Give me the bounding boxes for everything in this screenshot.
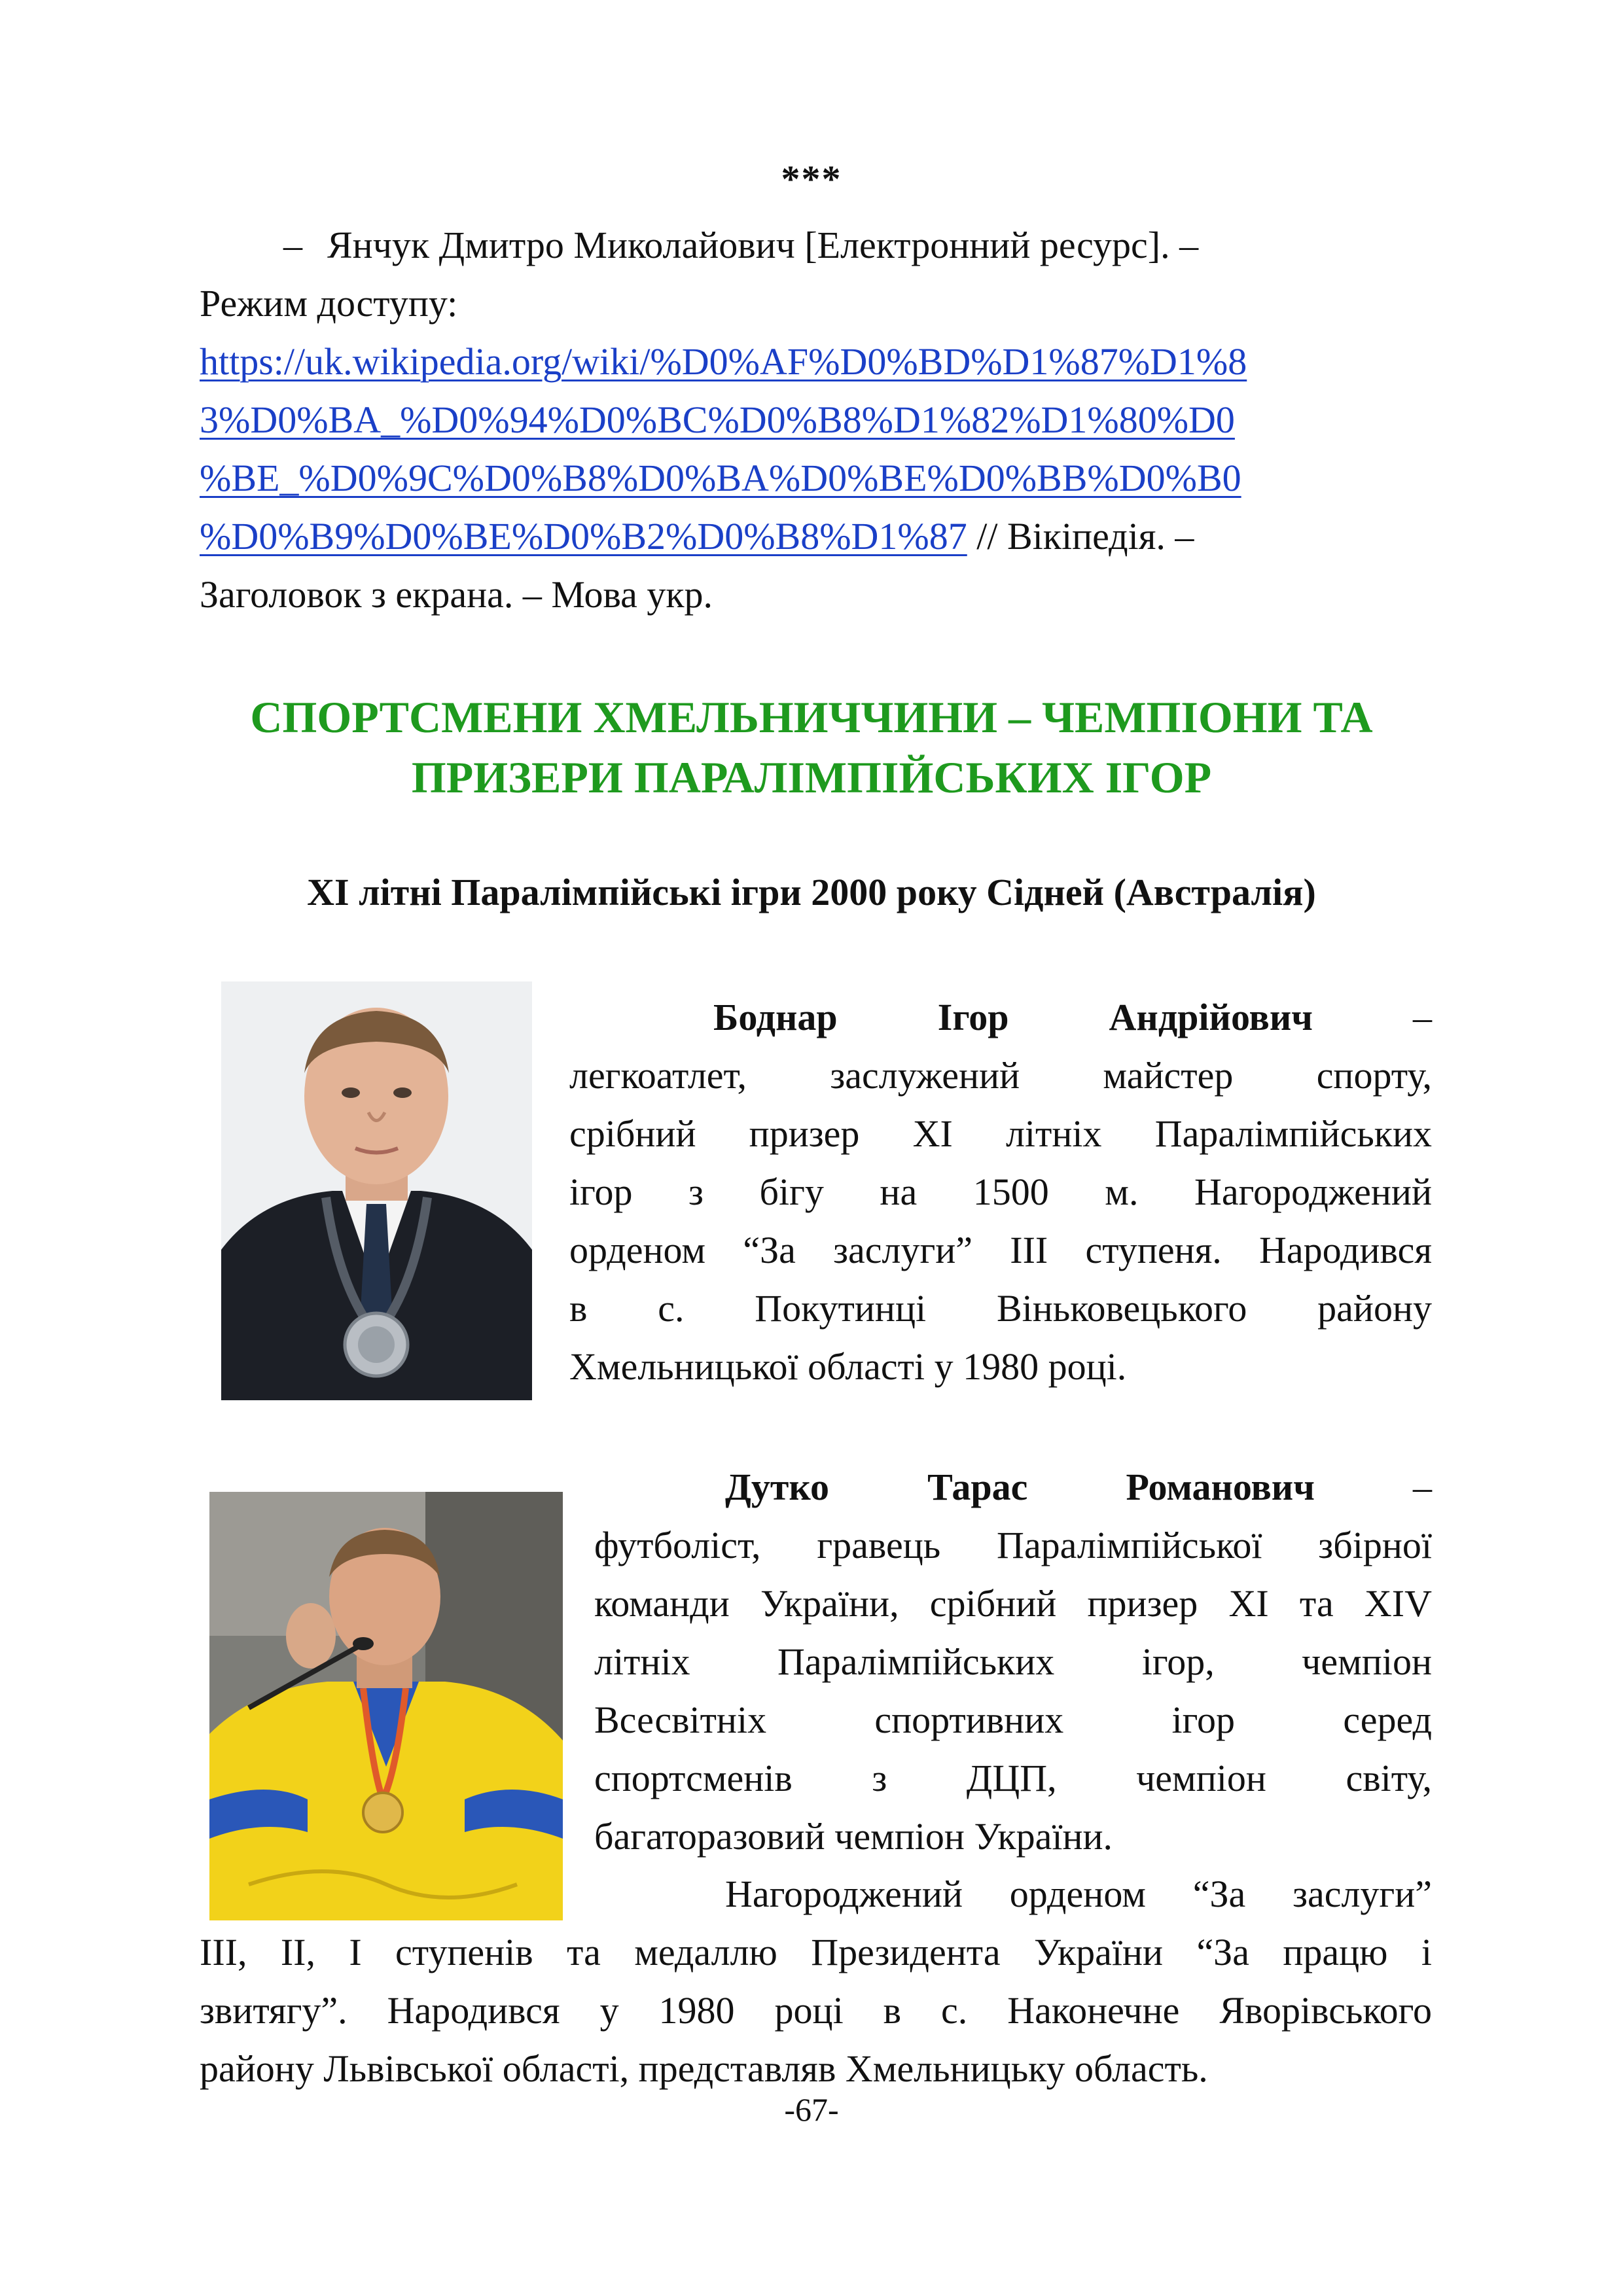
section-heading-line-2: ПРИЗЕРИ ПАРАЛІМПІЙСЬКИХ ІГОР <box>411 752 1212 802</box>
award-first-line <box>725 1865 1432 1923</box>
award-line: звитягу”. Народився у 1980 році в с. Наконечне Яворівського <box>200 1989 1432 2032</box>
athlete-name-first: Дутко <box>725 1466 830 1508</box>
reference-access-label: Режим доступу: <box>200 282 458 325</box>
athlete-photo-dutko <box>209 1492 563 1920</box>
reference-entry <box>200 216 1436 624</box>
bio-line: орденом “За заслуги” ІІІ ступеня. Народився <box>569 1229 1432 1271</box>
reference-url-line-4[interactable]: %D0%B9%D0%BE%D0%B2%D0%B8%D1%87 <box>200 515 967 557</box>
award-paragraph <box>200 1923 1432 2098</box>
award-line: Нагороджений орденом “За заслуги” <box>725 1873 1432 1915</box>
bio-line: футболіст, гравець Паралімпійської збірної <box>594 1524 1432 1566</box>
bio-line: легкоатлет, заслужений майстер спорту, <box>569 1054 1432 1097</box>
reference-url-line-2[interactable]: 3%D0%BA_%D0%94%D0%BC%D0%B8%D1%82%D1%80%D0 <box>200 398 1235 441</box>
athlete-name-third: Романович <box>1126 1466 1315 1508</box>
award-line: району Львівської області, представляв Хмельницьку область. <box>200 2047 1208 2090</box>
bio-line: ігор з бігу на 1500 м. Нагороджений <box>569 1171 1432 1213</box>
section-separator: *** <box>781 158 842 200</box>
section-heading <box>0 687 1623 807</box>
bio-line: Всесвітніх спортивних ігор серед <box>594 1699 1432 1741</box>
bio-line: в с. Покутинці Віньковецького району <box>569 1287 1432 1330</box>
bio-line: срібний призер XI літніх Паралімпійських <box>569 1112 1432 1155</box>
athlete-name-first: Боднар <box>713 996 838 1038</box>
award-line: ІІІ, ІІ, І ступенів та медаллю Президента України “За працю і <box>200 1931 1432 1973</box>
athlete-bio-dutko <box>594 1458 1432 1865</box>
athlete-photo-bodnar <box>221 981 532 1400</box>
section-heading-line-1: СПОРТСМЕНИ ХМЕЛЬНИЧЧИНИ – ЧЕМПІОНИ ТА <box>250 692 1373 742</box>
athlete-name-dash: – <box>1413 1466 1432 1508</box>
bio-line: Хмельницької області у 1980 році. <box>569 1345 1127 1388</box>
athlete-name-second: Тарас <box>927 1466 1028 1508</box>
athlete-name-second: Ігор <box>937 996 1009 1038</box>
reference-title: Янчук Дмитро Миколайович [Електронний ресурс]. – <box>327 224 1199 266</box>
reference-url-line-3[interactable]: %BE_%D0%9C%D0%B8%D0%BA%D0%BE%D0%BB%D0%B0 <box>200 457 1241 499</box>
bio-line: багаторазовий чемпіон України. <box>594 1815 1113 1858</box>
athlete-name-third: Андрійович <box>1109 996 1313 1038</box>
bio-line: літніх Паралімпійських ігор, чемпіон <box>594 1640 1432 1683</box>
reference-url-line-1[interactable]: https://uk.wikipedia.org/wiki/%D0%AF%D0%BD%D1%87%D1%8 <box>200 340 1247 383</box>
reference-source: // Вікіпедія. – <box>967 515 1194 557</box>
reference-dash: – <box>283 224 302 266</box>
athlete-name-dash: – <box>1413 996 1433 1038</box>
portrait-illustration <box>221 981 532 1400</box>
games-subheading: XI літні Паралімпійські ігри 2000 року Сідней (Австралія) <box>307 871 1316 913</box>
portrait-illustration <box>209 1492 563 1920</box>
reference-notes: Заголовок з екрана. – Мова укр. <box>200 573 713 616</box>
athlete-bio-bodnar <box>569 988 1432 1396</box>
bio-line: команди України, срібний призер XI та XIV <box>594 1582 1432 1625</box>
bio-line: спортсменів з ДЦП, чемпіон світу, <box>594 1757 1432 1799</box>
page-number: -67- <box>784 2091 839 2128</box>
